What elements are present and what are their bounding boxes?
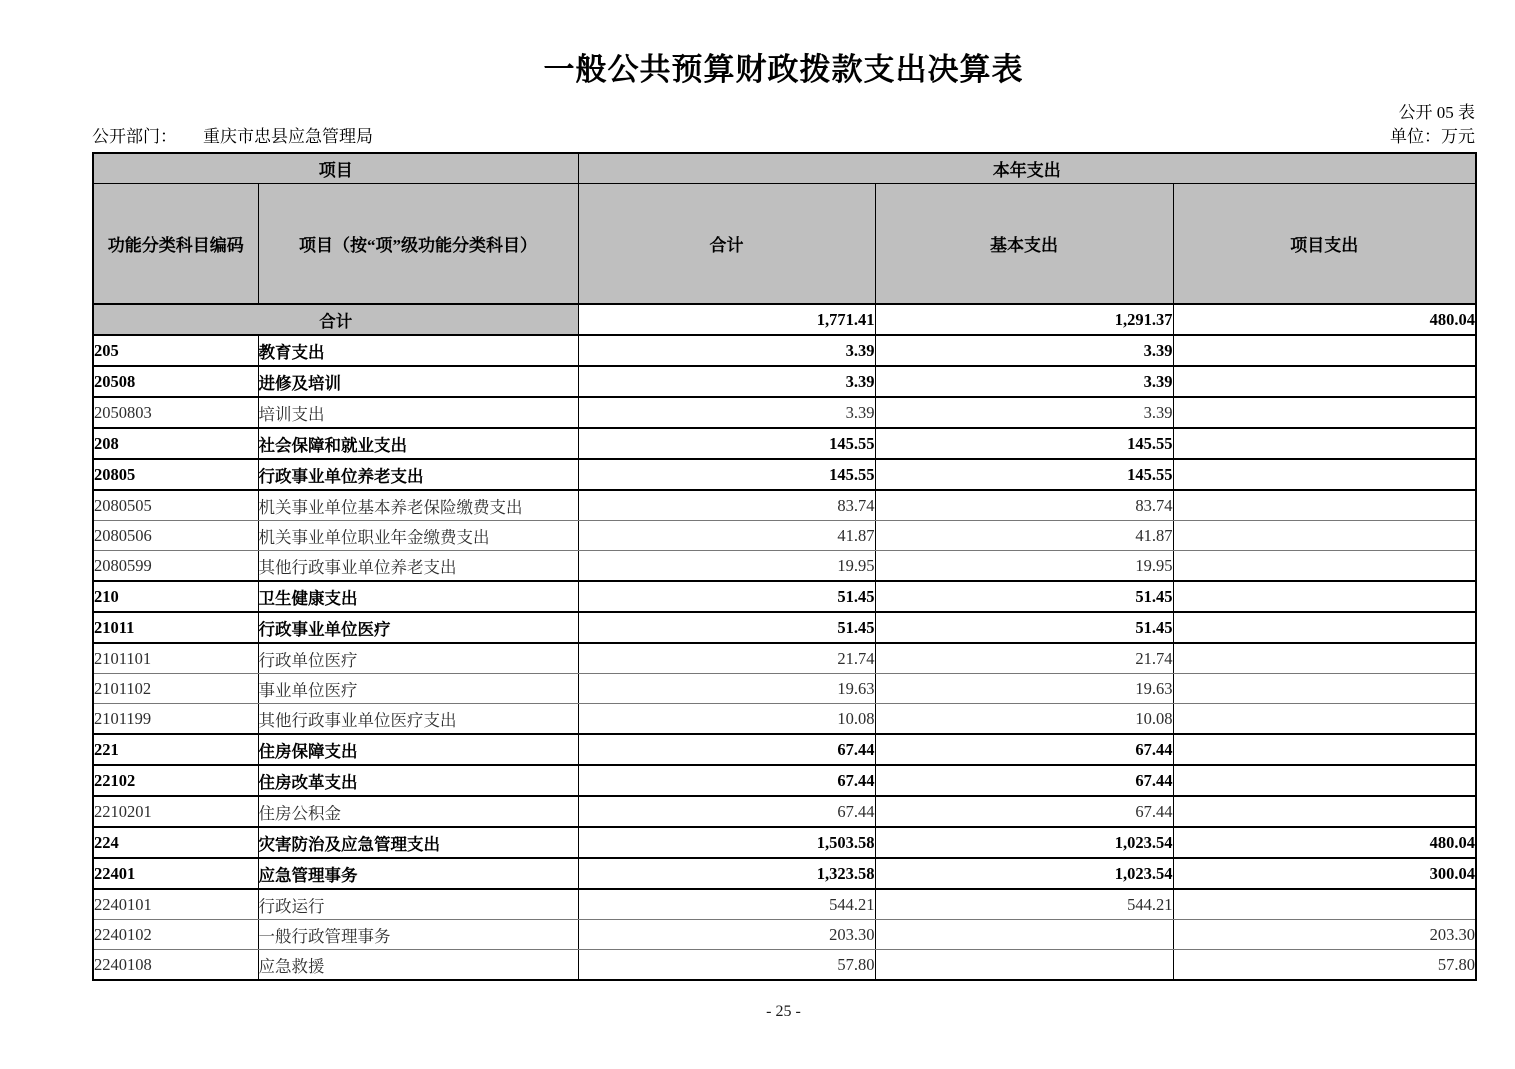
cell-code: 2101102: [93, 674, 258, 704]
total-row-total: 1,771.41: [578, 304, 875, 335]
table-row: [93, 796, 1476, 827]
cell-basic: 3.39: [875, 335, 1173, 366]
cell-name: 灾害防治及应急管理支出: [258, 827, 578, 858]
cell-basic: 3.39: [875, 366, 1173, 397]
cell-total: 3.39: [578, 397, 875, 428]
cell-project: [1173, 335, 1476, 366]
cell-basic: [875, 950, 1173, 981]
table-row: [93, 490, 1476, 521]
cell-project: [1173, 704, 1476, 735]
header-col-total: 合计: [578, 184, 875, 305]
cell-code: 221: [93, 734, 258, 765]
cell-name: 一般行政管理事务: [258, 920, 578, 950]
cell-name: 卫生健康支出: [258, 581, 578, 612]
cell-project: [1173, 796, 1476, 827]
cell-basic: 51.45: [875, 612, 1173, 643]
table-row: [93, 551, 1476, 582]
cell-project: [1173, 612, 1476, 643]
table-row: [93, 704, 1476, 735]
cell-project: 57.80: [1173, 950, 1476, 981]
unit-label: 单位：万元: [1390, 127, 1475, 146]
page-title: 一般公共预算财政拨款支出决算表: [543, 52, 1024, 87]
cell-project: 203.30: [1173, 920, 1476, 950]
cell-name: 行政单位医疗: [258, 643, 578, 674]
cell-basic: 3.39: [875, 397, 1173, 428]
cell-code: 2080506: [93, 521, 258, 551]
cell-code: 208: [93, 428, 258, 459]
cell-total: 10.08: [578, 704, 875, 735]
header-col-row: [93, 184, 1476, 305]
cell-total: 145.55: [578, 459, 875, 490]
cell-basic: 21.74: [875, 643, 1173, 674]
cell-total: 3.39: [578, 366, 875, 397]
cell-total: 544.21: [578, 889, 875, 920]
cell-basic: 145.55: [875, 459, 1173, 490]
cell-total: 19.63: [578, 674, 875, 704]
cell-name: 其他行政事业单位养老支出: [258, 551, 578, 582]
table-row: [93, 734, 1476, 765]
table-row: [93, 366, 1476, 397]
cell-name: 应急救援: [258, 950, 578, 981]
cell-name: 培训支出: [258, 397, 578, 428]
cell-code: 22401: [93, 858, 258, 889]
cell-name: 机关事业单位职业年金缴费支出: [258, 521, 578, 551]
cell-total: 19.95: [578, 551, 875, 582]
cell-project: [1173, 551, 1476, 582]
cell-name: 社会保障和就业支出: [258, 428, 578, 459]
cell-total: 67.44: [578, 734, 875, 765]
header-col-item: 项目（按“项”级功能分类科目）: [258, 184, 578, 305]
table-row: [93, 459, 1476, 490]
department-label: 公开部门：: [92, 127, 177, 146]
cell-name: 行政事业单位养老支出: [258, 459, 578, 490]
cell-project: [1173, 521, 1476, 551]
cell-code: 2050803: [93, 397, 258, 428]
cell-project: 480.04: [1173, 827, 1476, 858]
cell-project: [1173, 428, 1476, 459]
cell-basic: 67.44: [875, 796, 1173, 827]
cell-basic: 19.95: [875, 551, 1173, 582]
table-row: [93, 428, 1476, 459]
cell-name: 应急管理事务: [258, 858, 578, 889]
table-row: [93, 612, 1476, 643]
cell-name: 住房改革支出: [258, 765, 578, 796]
cell-project: [1173, 459, 1476, 490]
cell-basic: 544.21: [875, 889, 1173, 920]
cell-project: [1173, 889, 1476, 920]
cell-name: 行政事业单位医疗: [258, 612, 578, 643]
cell-code: 22102: [93, 765, 258, 796]
cell-name: 住房保障支出: [258, 734, 578, 765]
cell-total: 83.74: [578, 490, 875, 521]
table-row: [93, 827, 1476, 858]
cell-basic: 67.44: [875, 734, 1173, 765]
table-row: [93, 765, 1476, 796]
table-row: [93, 335, 1476, 366]
cell-code: 2101199: [93, 704, 258, 735]
header-col-basic: 基本支出: [875, 184, 1173, 305]
header-col-project: 项目支出: [1173, 184, 1476, 305]
cell-total: 21.74: [578, 643, 875, 674]
cell-code: 205: [93, 335, 258, 366]
cell-basic: 67.44: [875, 765, 1173, 796]
cell-total: 3.39: [578, 335, 875, 366]
cell-basic: 1,023.54: [875, 827, 1173, 858]
cell-code: 20508: [93, 366, 258, 397]
total-row-basic: 1,291.37: [875, 304, 1173, 335]
total-row-project: 480.04: [1173, 304, 1476, 335]
cell-code: 2101101: [93, 643, 258, 674]
cell-total: 57.80: [578, 950, 875, 981]
table-row: [93, 674, 1476, 704]
cell-code: 20805: [93, 459, 258, 490]
table-row: [93, 397, 1476, 428]
cell-basic: 19.63: [875, 674, 1173, 704]
cell-code: 2210201: [93, 796, 258, 827]
cell-project: [1173, 397, 1476, 428]
cell-project: [1173, 674, 1476, 704]
cell-code: 21011: [93, 612, 258, 643]
total-row: [93, 304, 1476, 335]
cell-project: [1173, 643, 1476, 674]
cell-total: 51.45: [578, 612, 875, 643]
header-group-item: 项目: [93, 153, 578, 184]
total-row-label: 合计: [93, 304, 578, 335]
cell-basic: 10.08: [875, 704, 1173, 735]
table-row: [93, 889, 1476, 920]
cell-project: [1173, 581, 1476, 612]
cell-total: 41.87: [578, 521, 875, 551]
department-line: [92, 124, 373, 150]
cell-project: [1173, 366, 1476, 397]
cell-total: 145.55: [578, 428, 875, 459]
cell-total: 67.44: [578, 796, 875, 827]
table-number: 公开 05 表: [1398, 103, 1475, 122]
cell-basic: 145.55: [875, 428, 1173, 459]
cell-name: 进修及培训: [258, 366, 578, 397]
cell-total: 1,503.58: [578, 827, 875, 858]
cell-name: 事业单位医疗: [258, 674, 578, 704]
cell-project: [1173, 765, 1476, 796]
cell-code: 210: [93, 581, 258, 612]
cell-project: 300.04: [1173, 858, 1476, 889]
cell-basic: 51.45: [875, 581, 1173, 612]
cell-code: 2240102: [93, 920, 258, 950]
table-row: [93, 643, 1476, 674]
header-group-year: 本年支出: [578, 153, 1476, 184]
cell-code: 2080505: [93, 490, 258, 521]
header-group-row: [93, 153, 1476, 184]
cell-total: 1,323.58: [578, 858, 875, 889]
cell-total: 67.44: [578, 765, 875, 796]
table-header: [93, 153, 1476, 304]
page-number: - 25 -: [766, 1003, 801, 1020]
budget-table: [92, 152, 1477, 981]
cell-code: 2240108: [93, 950, 258, 981]
cell-name: 其他行政事业单位医疗支出: [258, 704, 578, 735]
cell-code: 224: [93, 827, 258, 858]
table-row: [93, 581, 1476, 612]
cell-project: [1173, 734, 1476, 765]
cell-basic: 83.74: [875, 490, 1173, 521]
cell-name: 教育支出: [258, 335, 578, 366]
cell-code: 2240101: [93, 889, 258, 920]
table-row: [93, 858, 1476, 889]
cell-name: 机关事业单位基本养老保险缴费支出: [258, 490, 578, 521]
cell-basic: 1,023.54: [875, 858, 1173, 889]
table-row: [93, 521, 1476, 551]
cell-total: 203.30: [578, 920, 875, 950]
cell-name: 住房公积金: [258, 796, 578, 827]
cell-name: 行政运行: [258, 889, 578, 920]
table-row: [93, 950, 1476, 981]
department-value: 重庆市忠县应急管理局: [203, 127, 373, 146]
cell-project: [1173, 490, 1476, 521]
meta-row: [92, 124, 1475, 150]
cell-basic: [875, 920, 1173, 950]
header-col-code: 功能分类科目编码: [93, 184, 258, 305]
cell-basic: 41.87: [875, 521, 1173, 551]
cell-total: 51.45: [578, 581, 875, 612]
table-body: [93, 304, 1476, 980]
table-row: [93, 920, 1476, 950]
cell-code: 2080599: [93, 551, 258, 582]
